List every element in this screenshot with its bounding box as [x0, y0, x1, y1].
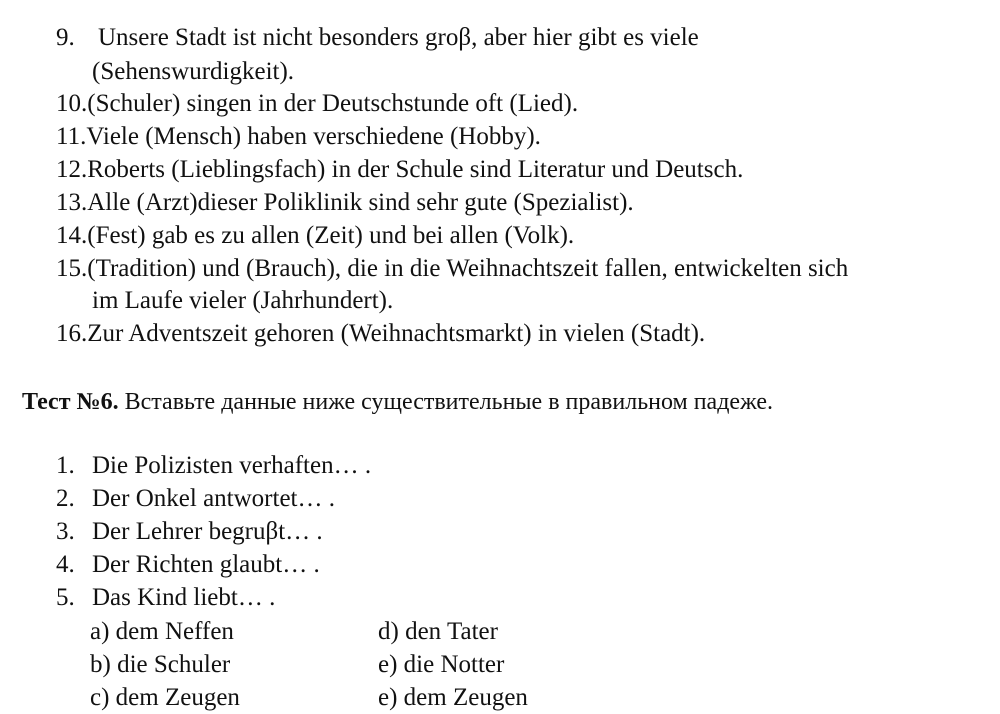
answer-option-b: b) die Schuler: [90, 651, 231, 678]
question-item-3: [56, 516, 323, 548]
item-text: Viele (Mensch) haben verschiedene (Hobby).: [86, 123, 541, 150]
question-item-2: [56, 483, 335, 515]
item-text: (Schuler) singen in der Deutschstunde oft (Lied).: [87, 90, 579, 117]
item-number: 15.: [56, 255, 88, 282]
exercise-item-14: [56, 220, 574, 252]
question-text: Der Richten glaubt… .: [92, 551, 320, 578]
question-item-1: [56, 450, 371, 482]
question-number: 4.: [56, 551, 75, 578]
question-item-4: [56, 549, 320, 581]
item-text: Alle (Arzt)dieser Poliklinik sind sehr gute (Spezialist).: [87, 189, 634, 216]
exercise-item-16: [56, 318, 705, 350]
test-heading-instruction: Вставьте данные ниже существительные в правильном падеже.: [124, 389, 773, 415]
answer-option-e: e) die Notter: [378, 651, 505, 678]
question-number: 1.: [56, 452, 75, 479]
answer-option-a: a) dem Neffen: [90, 618, 234, 645]
item-number: 10.: [56, 90, 88, 117]
item-text: Unsere Stadt ist nicht besonders groβ, aber hier gibt es viele: [98, 24, 699, 51]
exercise-item-9: [56, 22, 699, 54]
item-number: 9.: [56, 24, 75, 51]
question-item-5: [56, 582, 275, 614]
question-number: 5.: [56, 584, 75, 611]
item-number: 16.: [56, 320, 88, 347]
item-number: 13.: [56, 189, 88, 216]
question-number: 2.: [56, 485, 75, 512]
exercise-item-9-continuation: (Sehenswurdigkeit).: [92, 58, 295, 85]
answer-option-d: d) den Tater: [378, 618, 498, 645]
item-text: Zur Adventszeit gehoren (Weihnachtsmarkt) in vielen (Stadt).: [87, 320, 706, 347]
exercise-item-15: [56, 253, 848, 285]
item-text: (Tradition) und (Brauch), die in die Weihnachtszeit fallen, entwickelten sich: [87, 255, 849, 282]
exercise-item-15-continuation: im Laufe vieler (Jahrhundert).: [92, 287, 394, 314]
question-text: Die Polizisten verhaften… .: [92, 452, 372, 479]
item-number: 11.: [56, 123, 87, 150]
item-text: (Fest) gab es zu allen (Zeit) und bei allen (Volk).: [87, 222, 575, 249]
question-text: Der Lehrer begruβt… .: [92, 518, 323, 545]
test-heading-number: Тест №6.: [22, 389, 119, 415]
exercise-item-13: [56, 187, 634, 219]
item-number: 14.: [56, 222, 88, 249]
question-number: 3.: [56, 518, 75, 545]
question-text: Das Kind liebt… .: [92, 584, 276, 611]
exercise-item-11: [56, 121, 541, 153]
question-text: Der Onkel antwortet… .: [92, 485, 335, 512]
test-heading: [22, 386, 773, 418]
exercise-item-10: [56, 88, 578, 120]
answer-option-e-second: e) dem Zeugen: [378, 684, 528, 711]
item-text: Roberts (Lieblingsfach) in der Schule sind Literatur und Deutsch.: [87, 156, 744, 183]
exercise-item-12: [56, 154, 743, 186]
answer-option-c: c) dem Zeugen: [90, 684, 240, 711]
item-number: 12.: [56, 156, 88, 183]
